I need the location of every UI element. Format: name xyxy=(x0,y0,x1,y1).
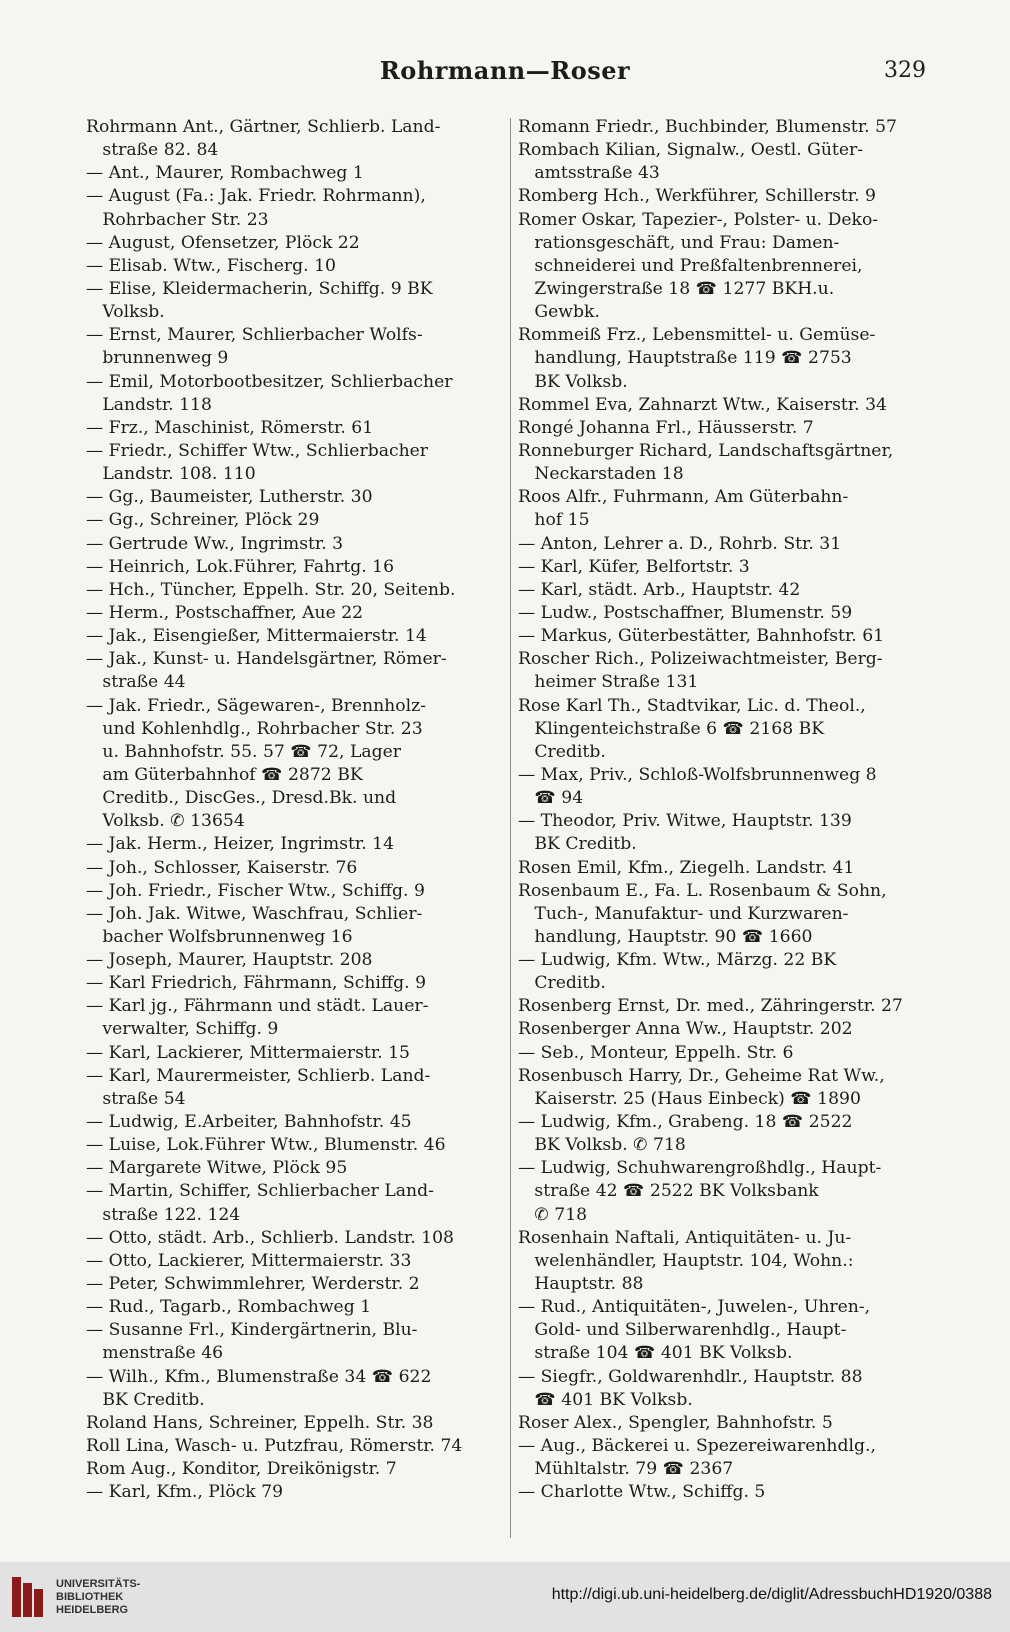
left-column-entry-line: — Elise, Kleidermacherin, Schiffg. 9 BK xyxy=(86,278,433,299)
right-column-entry-line: Creditb. xyxy=(518,741,606,762)
right-column-entry-line: Klingenteichstraße 6 ☎ 2168 BK xyxy=(518,718,825,739)
left-column-entry-line: — Jak. Herm., Heizer, Ingrimstr. 14 xyxy=(86,834,395,855)
left-column-entry-line: Roll Lina, Wasch- u. Putzfrau, Römerstr. 74 xyxy=(86,1436,463,1457)
left-column-entry-line: — Joh. Jak. Witwe, Waschfrau, Schlier- xyxy=(86,903,423,924)
library-logo-icon[interactable] xyxy=(10,1575,46,1619)
right-column-entry-line: Rommel Eva, Zahnarzt Wtw., Kaiserstr. 34 xyxy=(518,394,887,415)
left-column-entry-line: — Wilh., Kfm., Blumenstraße 34 ☎ 622 xyxy=(86,1366,432,1387)
right-column-entry-line: Rombach Kilian, Signalw., Oestl. Güter- xyxy=(518,140,864,161)
left-column-entry-line: — Martin, Schiffer, Schlierbacher Land- xyxy=(86,1181,434,1202)
right-column-entry-line: — Rud., Antiquitäten-, Juwelen-, Uhren-, xyxy=(518,1297,871,1318)
right-column-entry-line: Rose Karl Th., Stadtvikar, Lic. d. Theol., xyxy=(518,695,866,716)
right-column-entry-line: Rosenberg Ernst, Dr. med., Zähringerstr. 27 xyxy=(518,996,903,1017)
right-column-entry-line: Mühltalstr. 79 ☎ 2367 xyxy=(518,1459,734,1480)
column-divider xyxy=(510,118,511,1538)
right-column-entry-line: — Karl, städt. Arb., Hauptstr. 42 xyxy=(518,579,801,600)
right-column-entry-line: Rosen Emil, Kfm., Ziegelh. Landstr. 41 xyxy=(518,857,855,878)
left-column-entry-line: bacher Wolfsbrunnenweg 16 xyxy=(86,926,353,947)
left-column-entry-line: — August (Fa.: Jak. Friedr. Rohrmann), xyxy=(86,186,426,207)
right-column-entry-line: rationsgeschäft, und Frau: Damen- xyxy=(518,232,840,253)
left-column-entry-line: Volksb. ✆ 13654 xyxy=(86,811,245,832)
left-column-entry-line: — Karl, Maurermeister, Schlierb. Land- xyxy=(86,1065,431,1086)
right-column-entry-line: — Karl, Küfer, Belfortstr. 3 xyxy=(518,556,750,577)
left-column-entry-line: — Elisab. Wtw., Fischerg. 10 xyxy=(86,255,336,276)
right-column-entry-line: Romann Friedr., Buchbinder, Blumenstr. 57 xyxy=(518,117,897,137)
right-column-entry-line: ☎ 94 xyxy=(518,788,584,809)
left-column-entry-line: und Kohlenhdlg., Rohrbacher Str. 23 xyxy=(86,718,423,739)
left-column-entry-line: — Joh., Schlosser, Kaiserstr. 76 xyxy=(86,857,358,878)
left-column-entry-line: — Ernst, Maurer, Schlierbacher Wolfs- xyxy=(86,325,423,346)
left-column-entry-line: — Rud., Tagarb., Rombachweg 1 xyxy=(86,1297,372,1318)
right-column-entry-line: hof 15 xyxy=(518,510,590,531)
right-column-entry-line: — Anton, Lehrer a. D., Rohrb. Str. 31 xyxy=(518,533,842,554)
right-column-entry-line: ✆ 718 xyxy=(518,1204,588,1225)
left-column-entry-line: am Güterbahnhof ☎ 2872 BK xyxy=(86,764,363,785)
left-column-entry-line: — August, Ofensetzer, Plöck 22 xyxy=(86,232,360,253)
left-column-entry-line: Rohrbacher Str. 23 xyxy=(86,209,269,230)
right-column-entry-line: schneiderei und Preßfaltenbrennerei, xyxy=(518,255,863,276)
left-column-entry-line: u. Bahnhofstr. 55. 57 ☎ 72, Lager xyxy=(86,741,402,762)
left-column-entry-line: — Jak., Eisengießer, Mittermaierstr. 14 xyxy=(86,626,427,647)
right-column-entry-line: Ronneburger Richard, Landschaftsgärtner, xyxy=(518,440,894,461)
right-column-entry-line: — Ludwig, Kfm. Wtw., Märzg. 22 BK xyxy=(518,950,837,971)
page-number: 329 xyxy=(884,58,926,83)
left-column-entry-line: Creditb., DiscGes., Dresd.Bk. und xyxy=(86,788,397,809)
left-column-entry-line: — Ant., Maurer, Rombachweg 1 xyxy=(86,163,364,184)
left-column-entry-line: — Karl Friedrich, Fährmann, Schiffg. 9 xyxy=(86,973,427,994)
left-column-entry-line: — Susanne Frl., Kindergärtnerin, Blu- xyxy=(86,1320,418,1341)
left-column-entry-line: — Herm., Postschaffner, Aue 22 xyxy=(86,602,364,623)
left-column-entry-line: — Joseph, Maurer, Hauptstr. 208 xyxy=(86,950,373,971)
right-column-entry-line: Rosenberger Anna Ww., Hauptstr. 202 xyxy=(518,1019,853,1040)
left-column-entry-line: — Otto, städt. Arb., Schlierb. Landstr. 108 xyxy=(86,1227,454,1248)
right-column-entry-line: Romberg Hch., Werkführer, Schillerstr. 9 xyxy=(518,186,876,207)
right-column-entry-line: welenhändler, Hauptstr. 104, Wohn.: xyxy=(518,1250,854,1271)
right-column-entry-line: — Ludwig, Schuhwarengroßhdlg., Haupt- xyxy=(518,1158,882,1179)
right-column-entry-line: — Ludw., Postschaffner, Blumenstr. 59 xyxy=(518,602,853,623)
right-column-entry-line: — Siegfr., Goldwarenhdlr., Hauptstr. 88 xyxy=(518,1366,863,1387)
left-column-entry-line: — Heinrich, Lok.Führer, Fahrtg. 16 xyxy=(86,556,395,577)
left-column-entry-line: — Gertrude Ww., Ingrimstr. 3 xyxy=(86,533,344,554)
right-column-entry-line: handlung, Hauptstr. 90 ☎ 1660 xyxy=(518,926,813,947)
left-column-entry-line: — Friedr., Schiffer Wtw., Schlierbacher xyxy=(86,440,429,461)
left-column-entry-line: — Karl, Kfm., Plöck 79 xyxy=(86,1482,284,1503)
left-column-entry-line: — Hch., Tüncher, Eppelh. Str. 20, Seitenb. xyxy=(86,579,456,600)
viewer-footer xyxy=(0,1562,1010,1632)
right-column-entry-line: Roser Alex., Spengler, Bahnhofstr. 5 xyxy=(518,1412,833,1433)
right-column-entry-line: straße 42 ☎ 2522 BK Volksbank xyxy=(518,1181,819,1202)
right-column-entry-line: — Aug., Bäckerei u. Spezereiwarenhdlg., xyxy=(518,1436,876,1457)
right-column xyxy=(518,116,930,1504)
right-column-entry-line: amtsstraße 43 xyxy=(518,163,660,184)
right-column-entry-line: Neckarstaden 18 xyxy=(518,464,684,485)
right-column-entry-line: Rosenbusch Harry, Dr., Geheime Rat Ww., xyxy=(518,1065,885,1086)
left-column-entry-line: — Margarete Witwe, Plöck 95 xyxy=(86,1158,348,1179)
right-column-entry-line: Gold- und Silberwarenhdlg., Haupt- xyxy=(518,1320,847,1341)
left-column-entry-line: brunnenweg 9 xyxy=(86,348,229,369)
right-column-entry-line: BK Volksb. xyxy=(518,371,628,392)
left-column-entry-line: — Frz., Maschinist, Römerstr. 61 xyxy=(86,417,374,438)
right-column-entry-line: straße 104 ☎ 401 BK Volksb. xyxy=(518,1343,793,1364)
left-column-entry-line: verwalter, Schiffg. 9 xyxy=(86,1019,279,1040)
left-column-entry-line: straße 54 xyxy=(86,1088,186,1109)
left-column-entry-line: straße 82. 84 xyxy=(86,140,219,161)
left-column-entry-line: Volksb. xyxy=(86,302,165,323)
right-column-entry-line: ☎ 401 BK Volksb. xyxy=(518,1389,693,1410)
right-column-entry-line: Gewbk. xyxy=(518,302,600,323)
right-column-entry-line: Rosenhain Naftali, Antiquitäten- u. Ju- xyxy=(518,1227,852,1248)
left-column-entry-line: — Karl jg., Fährmann und städt. Lauer- xyxy=(86,996,429,1017)
right-column-entry-line: Rosenbaum E., Fa. L. Rosenbaum & Sohn, xyxy=(518,880,887,901)
left-column-entry-line: Rom Aug., Konditor, Dreikönigstr. 7 xyxy=(86,1459,397,1480)
right-column-entry-line: Zwingerstraße 18 ☎ 1277 BKH.u. xyxy=(518,278,835,299)
left-column-entry-line: Rohrmann Ant., Gärtner, Schlierb. Land- xyxy=(86,117,441,137)
right-column-entry-line: handlung, Hauptstraße 119 ☎ 2753 xyxy=(518,348,852,369)
left-column-entry-line: menstraße 46 xyxy=(86,1343,224,1364)
left-column-entry-line: — Gg., Baumeister, Lutherstr. 30 xyxy=(86,487,373,508)
left-column-entry-line: Landstr. 108. 110 xyxy=(86,464,256,485)
right-column-entry-line: — Ludwig, Kfm., Grabeng. 18 ☎ 2522 xyxy=(518,1112,853,1133)
right-column-entry-line: Romer Oskar, Tapezier-, Polster- u. Deko- xyxy=(518,209,879,230)
right-column-entry-line: Rongé Johanna Frl., Häusserstr. 7 xyxy=(518,417,814,438)
right-column-entry-line: — Seb., Monteur, Eppelh. Str. 6 xyxy=(518,1042,794,1063)
left-column-entry-line: — Joh. Friedr., Fischer Wtw., Schiffg. 9 xyxy=(86,880,425,901)
left-column xyxy=(86,116,504,1504)
library-name: UNIVERSITÄTS- BIBLIOTHEK HEIDELBERG xyxy=(56,1578,141,1616)
left-column-entry-line: straße 122. 124 xyxy=(86,1204,241,1225)
right-column-entry-line: — Max, Priv., Schloß-Wolfsbrunnenweg 8 xyxy=(518,764,877,785)
right-column-entry-line: Tuch-, Manufaktur- und Kurzwaren- xyxy=(518,903,849,924)
right-column-entry-line: Creditb. xyxy=(518,973,606,994)
left-column-entry-line: — Jak., Kunst- u. Handelsgärtner, Römer- xyxy=(86,649,447,670)
right-column-entry-line: Rommeiß Frz., Lebensmittel- u. Gemüse- xyxy=(518,325,876,346)
left-column-entry-line: — Jak. Friedr., Sägewaren-, Brennholz- xyxy=(86,695,426,716)
source-url-link[interactable]: http://digi.ub.uni-heidelberg.de/diglit/AdressbuchHD1920/0388 xyxy=(551,1586,992,1603)
left-column-entry-line: straße 44 xyxy=(86,672,186,693)
right-column-entry-line: Roos Alfr., Fuhrmann, Am Güterbahn- xyxy=(518,487,849,508)
left-column-entry-line: — Luise, Lok.Führer Wtw., Blumenstr. 46 xyxy=(86,1135,446,1156)
left-column-entry-line: Landstr. 118 xyxy=(86,394,212,415)
right-column-entry-line: heimer Straße 131 xyxy=(518,672,699,693)
right-column-entry-line: — Charlotte Wtw., Schiffg. 5 xyxy=(518,1482,766,1503)
left-column-entry-line: — Otto, Lackierer, Mittermaierstr. 33 xyxy=(86,1250,412,1271)
right-column-entry-line: BK Creditb. xyxy=(518,834,637,855)
left-column-entry-line: BK Creditb. xyxy=(86,1389,205,1410)
right-column-entry-line: — Theodor, Priv. Witwe, Hauptstr. 139 xyxy=(518,811,852,832)
right-column-entry-line: Kaiserstr. 25 (Haus Einbeck) ☎ 1890 xyxy=(518,1088,861,1109)
right-column-entry-line: — Markus, Güterbestätter, Bahnhofstr. 61 xyxy=(518,626,885,647)
right-column-entry-line: Roscher Rich., Polizeiwachtmeister, Berg- xyxy=(518,649,883,670)
left-column-entry-line: — Ludwig, E.Arbeiter, Bahnhofstr. 45 xyxy=(86,1112,412,1133)
left-column-entry-line: — Gg., Schreiner, Plöck 29 xyxy=(86,510,320,531)
running-header: Rohrmann—Roser xyxy=(379,56,631,85)
right-column-entry-line: Hauptstr. 88 xyxy=(518,1274,644,1295)
right-column-entry-line: BK Volksb. ✆ 718 xyxy=(518,1135,686,1156)
left-column-entry-line: — Emil, Motorbootbesitzer, Schlierbacher xyxy=(86,371,453,392)
left-column-entry-line: — Karl, Lackierer, Mittermaierstr. 15 xyxy=(86,1042,410,1063)
left-column-entry-line: — Peter, Schwimmlehrer, Werderstr. 2 xyxy=(86,1274,420,1295)
left-column-entry-line: Roland Hans, Schreiner, Eppelh. Str. 38 xyxy=(86,1412,434,1433)
